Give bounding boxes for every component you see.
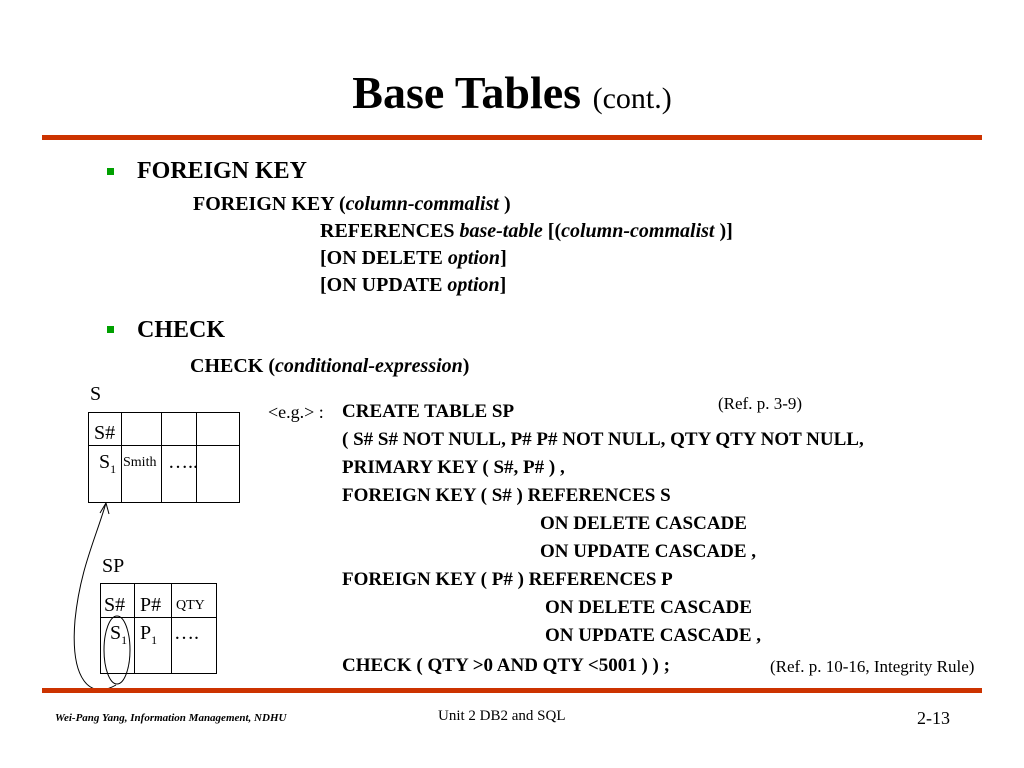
code-line-1: CREATE TABLE SP xyxy=(342,401,515,422)
code-line-8: ON DELETE CASCADE xyxy=(545,597,752,618)
syntax-line-on-delete: [ON DELETE option] xyxy=(320,247,507,269)
table-sp-header-snum: S# xyxy=(104,594,126,616)
table-s-label: S xyxy=(90,383,102,405)
code-line-6: ON UPDATE CASCADE , xyxy=(540,541,757,562)
code-line-4: FOREIGN KEY ( S# ) REFERENCES S xyxy=(342,485,671,506)
table-s-cell-s1: $S_1$ xyxy=(99,451,117,476)
syntax-line-on-update: [ON UPDATE option] xyxy=(320,274,507,296)
table-s-header-snum: S# xyxy=(94,422,116,444)
title-suffix: (cont.) xyxy=(592,82,672,115)
table-s-cell-name: Smith xyxy=(123,455,157,470)
bullet-check: CHECK xyxy=(137,317,226,343)
example-prefix: <e.g.> : xyxy=(268,402,324,422)
code-line-9: ON UPDATE CASCADE , xyxy=(545,625,762,646)
example-ref-bottom: (Ref. p. 10-16, Integrity Rule) xyxy=(770,657,975,676)
fk-highlight-ellipse xyxy=(104,616,130,684)
code-line-7: FOREIGN KEY ( P# ) REFERENCES P xyxy=(342,569,673,590)
code-line-10: CHECK ( QTY >0 AND QTY <5001 ) ) ; xyxy=(342,655,670,676)
syntax-line-foreign-key: FOREIGN KEY (column-commalist ) xyxy=(193,193,511,215)
code-line-3: PRIMARY KEY ( S#, P# ) , xyxy=(342,457,565,478)
syntax-line-references: REFERENCES base-table [(column-commalist )] xyxy=(320,220,733,242)
footer-rule xyxy=(42,688,982,693)
table-s-cell-more: ….. xyxy=(168,451,198,473)
code-line-5: ON DELETE CASCADE xyxy=(540,513,747,534)
fk-arrow-path xyxy=(74,503,116,690)
table-sp-cell-more: …. xyxy=(174,622,199,644)
bullet-foreign-key: FOREIGN KEY xyxy=(137,158,308,184)
example-ref-top: (Ref. p. 3-9) xyxy=(718,394,803,413)
table-sp-cell-s1: $S_1$ xyxy=(110,622,128,647)
code-line-2: ( S# S# NOT NULL, P# P# NOT NULL, QTY QTY NOT NULL, xyxy=(342,429,864,450)
table-sp-header-qty: QTY xyxy=(176,598,205,613)
title-main: Base Tables xyxy=(352,67,582,118)
table-sp-header-pnum: P# xyxy=(140,594,162,616)
footer-author: Wei-Pang Yang, Information Management, NDHU xyxy=(55,712,287,724)
footer-unit: Unit 2 DB2 and SQL xyxy=(438,708,566,724)
table-sp-label: SP xyxy=(102,555,125,577)
table-sp-cell-p1: $P_1$ xyxy=(140,622,158,647)
syntax-line-check: CHECK (conditional-expression) xyxy=(190,355,470,377)
page-number: 2-13 xyxy=(917,708,950,728)
